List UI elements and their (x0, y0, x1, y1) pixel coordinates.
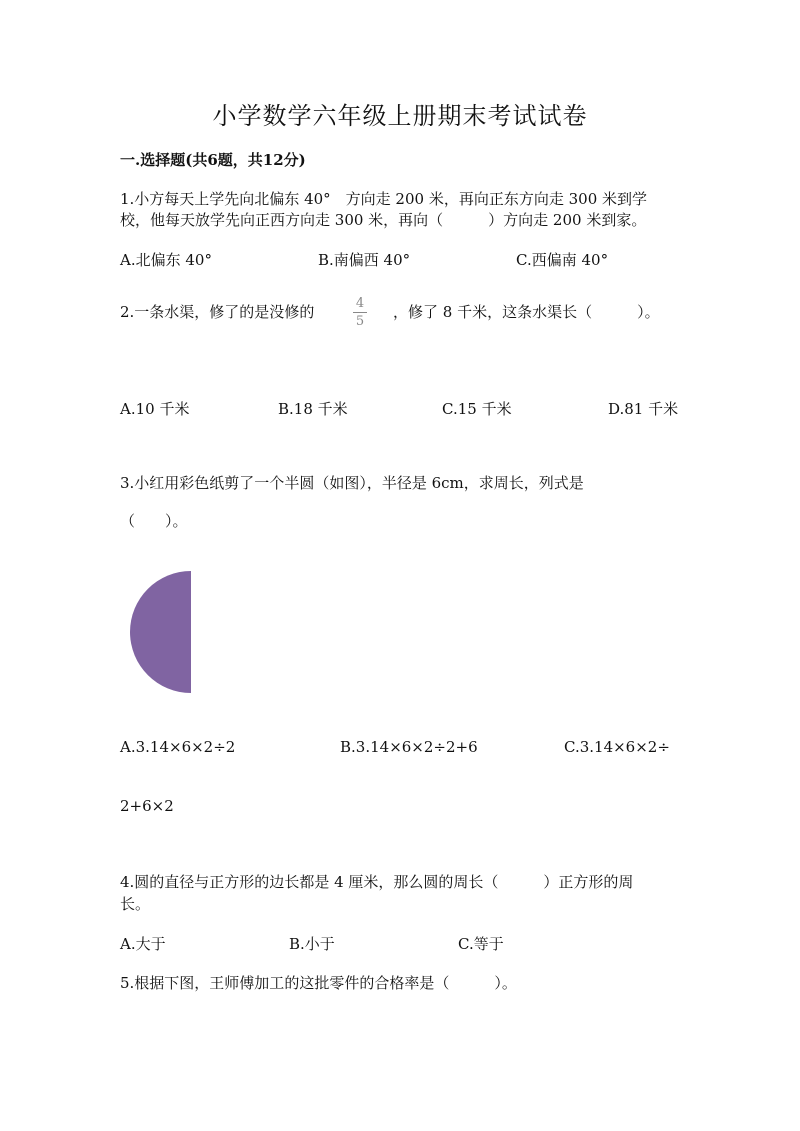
question-2-option-c: C.15 千米 (442, 400, 512, 418)
question-1-option-a: A.北偏东 40° (120, 251, 212, 269)
fraction-bar (353, 312, 367, 313)
question-1-line-2: 校，他每天放学先向正西方向走 300 米，再向（ ）方向走 200 米到家。 (120, 211, 647, 229)
semicircle-figure (128, 569, 192, 695)
question-2-option-b: B.18 千米 (278, 400, 348, 418)
question-3-line-2: （ ）。 (120, 512, 188, 530)
question-3-line-1: 3.小红用彩色纸剪了一个半圆（如图），半径是 6cm，求周长，列式是 (120, 474, 584, 492)
fraction-denominator: 5 (355, 314, 365, 329)
fraction-numerator: 4 (355, 296, 365, 311)
exam-title: 小学数学六年级上册期末考试试卷 (212, 102, 588, 130)
question-4-option-a: A.大于 (120, 935, 166, 953)
question-4-line-1: 4.圆的直径与正方形的边长都是 4 厘米，那么圆的周长（ ）正方形的周 (120, 873, 634, 891)
question-3-option-c-continued: 2+6×2 (120, 797, 174, 815)
question-1-line-1: 1.小方每天上学先向北偏东 40° 方向走 200 米，再向正东方向走 300 米到学 (120, 190, 648, 208)
semicircle-shape (130, 571, 191, 693)
question-1-option-c: C.西偏南 40° (516, 251, 609, 269)
fraction-four-fifths (353, 296, 367, 329)
section-heading: 一.选择题(共6题，共12分) (120, 151, 306, 169)
question-2-option-a: A.10 千米 (120, 400, 190, 418)
question-3-option-b: B.3.14×6×2÷2+6 (340, 738, 478, 756)
question-1-option-b: B.南偏西 40° (318, 251, 411, 269)
question-2-text-before: 2.一条水渠，修了的是没修的 (120, 303, 315, 321)
question-4-line-2: 长。 (120, 895, 151, 913)
question-2-text-after: ，修了 8 千米，这条水渠长（ ）。 (393, 303, 660, 321)
question-5-line-1: 5.根据下图，王师傅加工的这批零件的合格率是（ ）。 (120, 974, 517, 992)
question-4-option-c: C.等于 (458, 935, 504, 953)
question-3-option-a: A.3.14×6×2÷2 (120, 738, 236, 756)
question-3-option-c: C.3.14×6×2÷ (564, 738, 670, 756)
question-2-option-d: D.81 千米 (608, 400, 679, 418)
question-4-option-b: B.小于 (289, 935, 335, 953)
